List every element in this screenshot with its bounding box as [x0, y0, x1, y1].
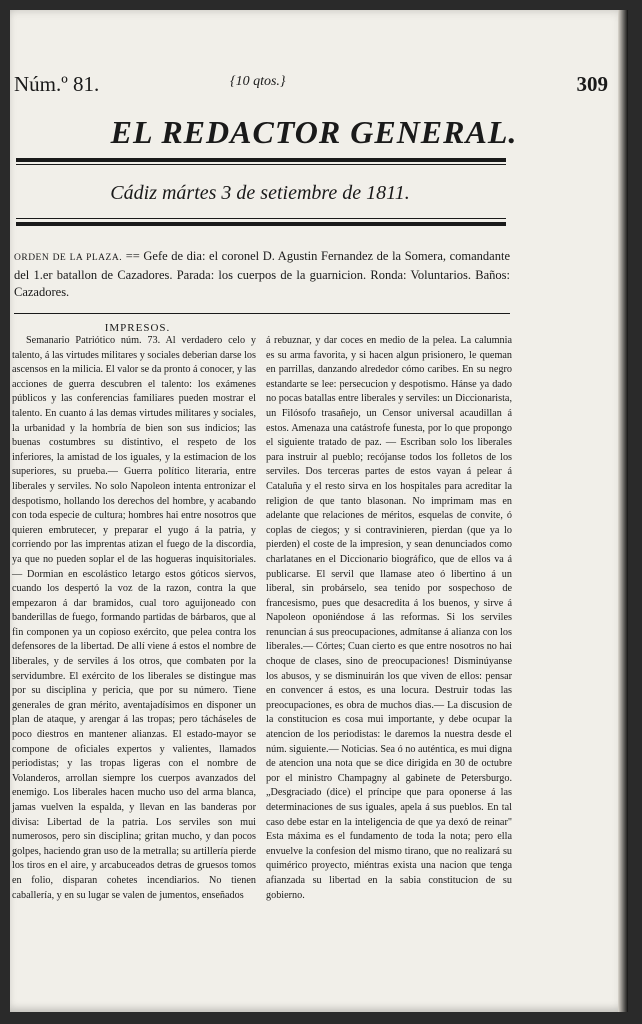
book-spine-shadow: [618, 10, 628, 1012]
column-right-text: á rebuznar, y dar coces en medio de la pelea. La calumnia es su arma favorita, y si hacen algun prisionero, le queman en parrillas, danzando alrededor cómo caribes. En su negro estandarte se lee: persecucion y despotismo. Hánse ya dado no pocas batallas entre liberales y serviles: un Diccionarista, un Filósofo trasañejo, un Censor universal acaudillan á estos. Amenaza una catástrofe funesta, por lo que propongo el siguiente tratado de paz. — Escriban solo los liberales para instruir al pueblo; recójanse todos los folletos de los serviles. Dos terceras partes de estos vayan á pelear á Cataluña y el resto sirva en los hospitales para acreditar la religion de que tanto blasonan. No imprimam mas en adelante que relaciones de méritos, esquelas de convite, ó coplas de ciegos; y si contravinieren, pierdan (que ya lo pierden) el coste de la impresion, y sean denunciados como charlatanes en el Diccionario biográfico, que de ellos va á publicarse. El servil que llamase ateo ó libertino á un liberal, sin probárselo, sea tenido por sospechoso de francesismo, pues que desacredita á los buenos, y sirve á Napoleon oponiéndose á las reformas. Si los serviles renuncian á sus preocupaciones, admítanse á alianza con los liberales.— Córtes; Cuan cierto es que entre nosotros no hai choque de clases, sino de preocupaciones! Disminúyanse los abusos, y se disminuirán los que viven de ellos: pensar en convencer á estos, es una locura. Destruir todas las preocupaciones, es obra de muchos dias.— La discusion de la constitucion es cosa mui importante, y debe ocupar la atencion de los periodistas: le daremos la nuestra desde el núm. siguiente.— Noticias. Sea ó no auténtica, es mui digna de atencion una nota que se dice dirigida en 30 de octubre por el ministro Champagny al gabinete de Petersburgo. „Desgraciado (dice) el príncipe que para oponerse á las determinaciones de sus iguales, apela á sus pueblos. En tal caso debe estar en la inteligencia de que ya dexó de reinar" Esta máxima es el fundamento de toda la nota; pero ella envuelve la confesion del mismo tirano, que no realizará su quimérico proyecto, miéntras exista una nacion que tenga afianzada su libertad en la sabia constitucion de su gobierno.: [266, 335, 512, 901]
orden-text: == Gefe de dia: el coronel D. Agustin Fernandez de la Somera, comandante del 1.er batallon de Cazadores. Parada: los cuerpos de la guarnicion. Ronda: Voluntarios. Baños: Cazadores.: [14, 249, 510, 299]
column-left-text: Semanario Patriótico núm. 73. Al verdadero celo y talento, á las virtudes militares y sociales deberian darse los ascensos en la milicia. El valor se da pronto á conocer, y las acciones de guerra descubren el talento: los exámenes públicos y las conferencias familiares pueden mostrar el talento. En cuanto á las demas virtudes militares y sociales, la urbanidad y la hombría de bien son sus indicios; las buenas costumbres su distintivo, el respeto de los inferiores, la amistad de los iguales, y la estimacion de los superiores, su prueba.— Guerra político literaria, entre liberales y serviles. No solo Napoleon intenta entronizar el despotismo, hollando los derechos del hombre, y acabando con toda especie de cultura; hombres hai entre nosotros que quieren embrutecer, y preparar el yugo á la patria, y corriendo por las imprentas atizan el fuego de la discordia, ya que no pueden soplar el de las hogueras inquisitoriales.— Dormian en escolástico letargo estos góticos siervos, cuando los despertó la voz de la razon, contra la que empezaron á dar bramidos, cual toro aguijoneado con banderillas de fuego, formando partidas de bárbaros, que al fin componen ya un copioso exército, que pelea contra los defensores de la libertad. De allí viene á estos el nombre de liberales, y de serviles á los otros, que combaten por la servidumbre. El exército de los liberales se distingue mas por su disciplina y pericia, que por su número. Tiene generales de gran mérito, aventajadísimos en disponer un plan de ataque, y arengar á las tropas; pero tácháseles de poco diestros en mantener alianzas. El estado-mayor se compone de oficiales expertos y valientes, llamados periodistas; y las tropas ligeras con el nombre de Volanderos, arrollan siempre los cuerpos avanzados del enemigo. Los liberales hacen mucho uso del arma blanca, jamas vuelven la espalda, y llevan en las banderas por divisa: Libertad de la patria. Los serviles son mui numerosos, pero sin disciplina; gritan mucho, y dan pocos golpes, haciendo gran uso de la metralla; su artillería pierde los tiros en el aire, y arcabuceados detras de gruesos tomos en folio, disparan cohetes incendiarios. No tienen caballería, y en su lugar se valen de jumentos, enseñados: [12, 335, 257, 901]
section-divider: [14, 313, 510, 314]
issue-price: {10 qtos.}: [230, 74, 286, 89]
masthead-rule-top: [16, 158, 506, 162]
section-title: IMPRESOS.: [104, 322, 171, 334]
orden-de-la-plaza: [14, 248, 510, 301]
masthead-title: EL REDACTOR GENERAL.: [110, 114, 518, 150]
masthead-rule-top-thin: [16, 164, 506, 165]
column-right: [266, 334, 512, 903]
header-row: [10, 72, 618, 102]
orden-label: ORDEN DE LA PLAZA.: [14, 253, 123, 263]
issue-number: Núm.º 81.: [14, 72, 100, 96]
page-number: 309: [576, 72, 608, 96]
column-left: [12, 334, 256, 903]
dateline-rule-thick: [16, 222, 506, 226]
newspaper-page: [10, 10, 628, 1012]
dateline: Cádiz mártes 3 de setiembre de 1811.: [110, 182, 410, 204]
dateline-rule-thin: [16, 218, 506, 219]
